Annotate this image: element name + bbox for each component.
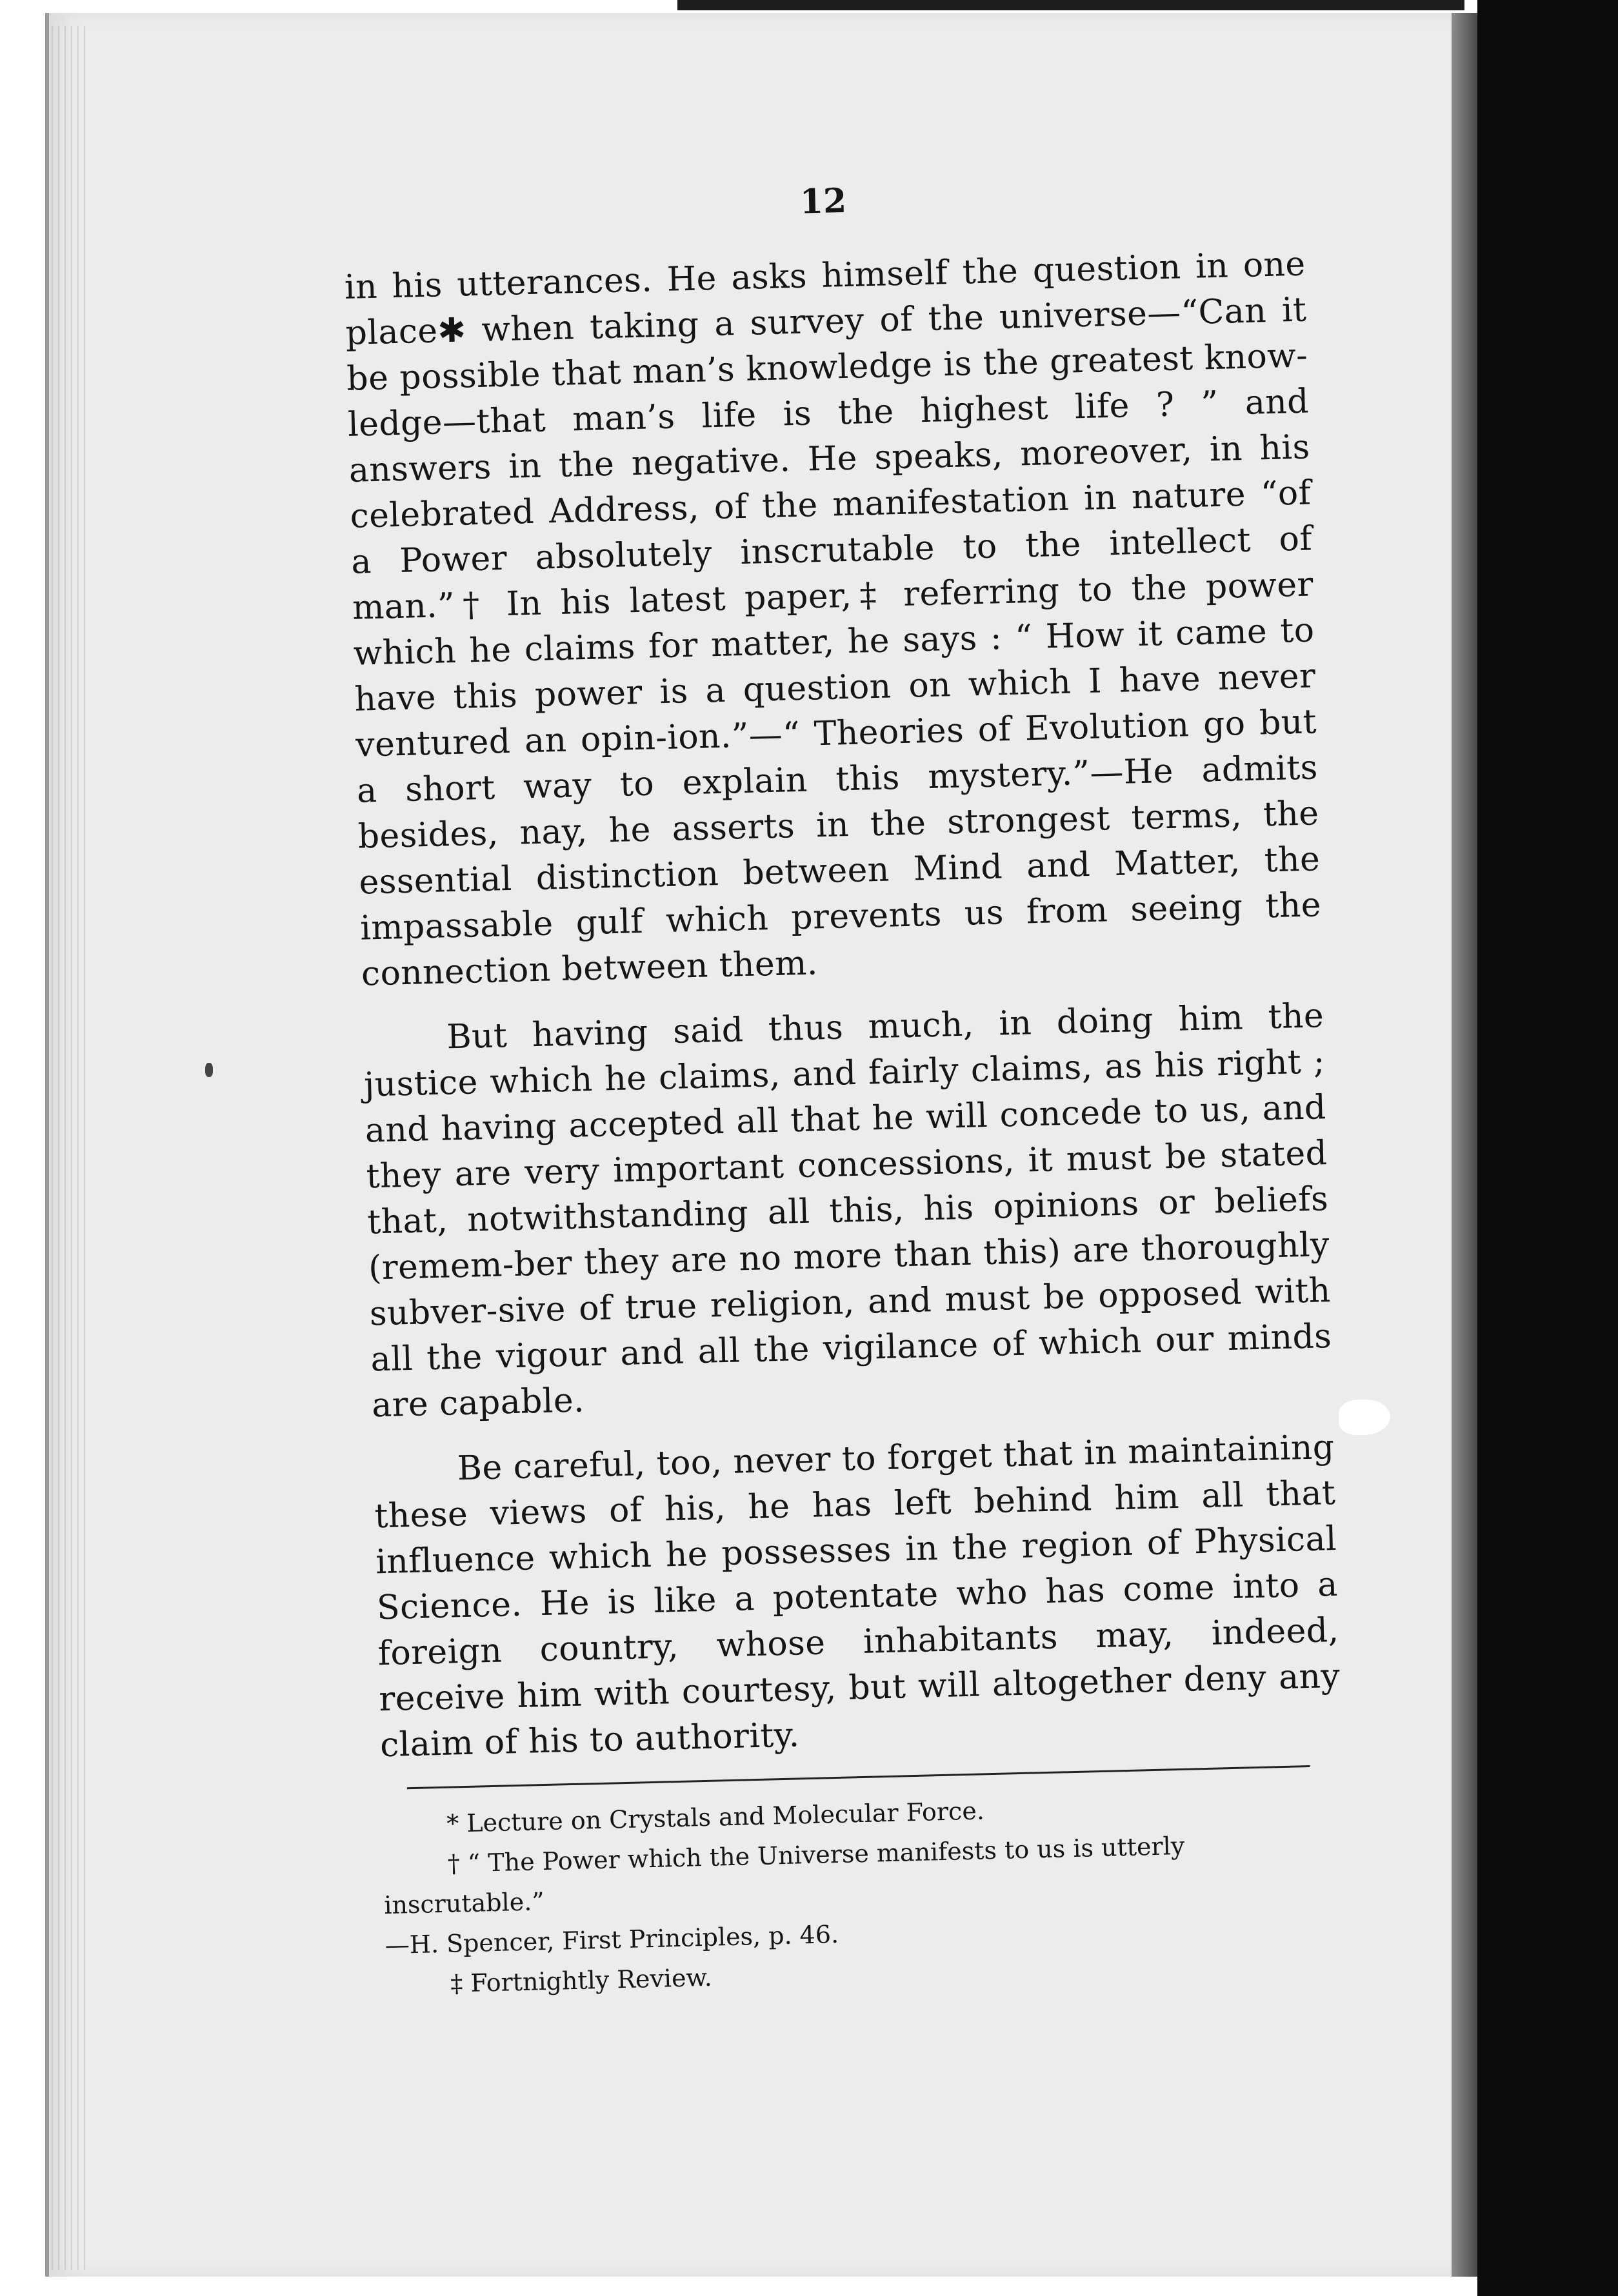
text-block: [341, 106, 1348, 2006]
page-number: 12: [799, 181, 847, 222]
top-edge-shadow: [677, 0, 1464, 10]
ink-speck: [205, 1063, 213, 1077]
footnote-2-attribution: —H. Spencer, First Principles, p. 46.: [385, 1919, 839, 1960]
footnote-1: * Lecture on Crystals and Molecular Force.: [446, 1796, 985, 1838]
paragraph-3: Be careful, too, never to forget that in maintaining these views of his, he has left behind him all that influence which he possesses in the region of Physical Science. He is like a potentate who has come into a foreign country, whose inhabitants may, indeed, receive him with courtesy, but will altogether deny any claim of his to authority.: [374, 1427, 1341, 1765]
binding-shadow: [1452, 13, 1477, 2277]
page-edges: [52, 26, 90, 2270]
footnote-2: † “ The Power which the Universe manifests to us is utterly inscrutable.”: [383, 1831, 1185, 1920]
footnote-3: ‡ Fortnightly Review.: [450, 1963, 713, 1998]
paragraph-2: But having said thus much, in doing him the justice which he claims, and fairly claims, as his right ; and having accepted all that he will concede to us, and they are very important concessions, it must be stated that, notwithstanding all this, his opinions or beliefs (remem-ber they are no more than this) are thoroughly subver-sive of true religion, and must be opposed with all the vigour and all the vigilance of which our minds are capable.: [363, 996, 1332, 1425]
scan-border: [1477, 0, 1618, 2296]
paragraph-1: in his utterances. He asks himself the question in one place✱ when taking a survey of the universe—“Can it be possible that man’s knowledge is the greatest know-ledge—that man’s life is the highest life ? ” and answers in the negative. He speaks, moreover, in his celebrated Address, of the manifestation in nature “of a Power absolutely inscrutable to the intellect of man.”† In his latest paper,‡ referring to the power which he claims for matter, he says : “ How it came to have this power is a question on which I have never ventured an opin-ion.”—“ Theories of Evolution go but a short way to explain this mystery.”—He admits besides, nay, he asserts in the strongest terms, the essential distinction between Mind and Matter, the impassable gulf which prevents us from seeing the connection between them.: [344, 244, 1322, 994]
